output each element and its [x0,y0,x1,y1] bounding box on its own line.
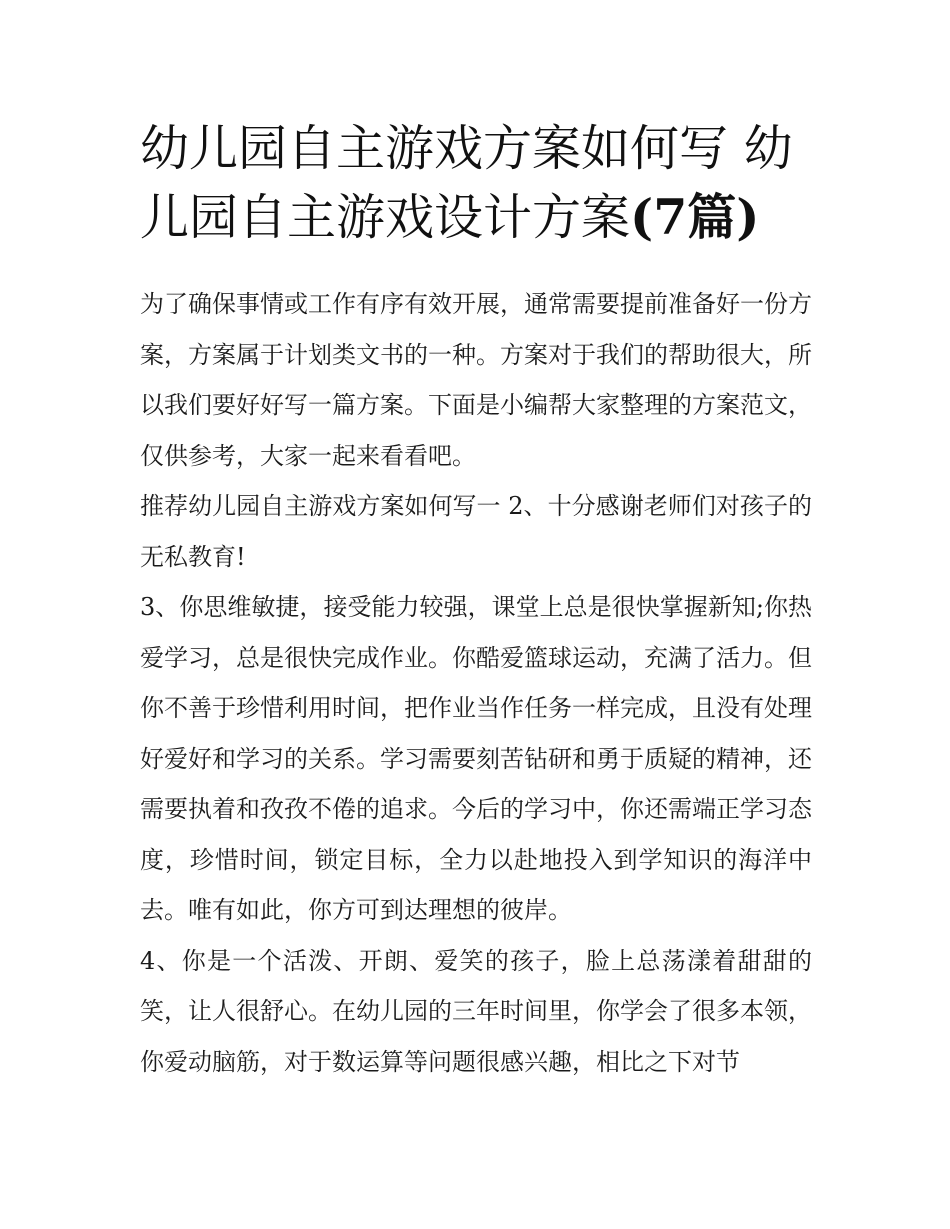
title-main-text: 幼儿园自主游戏方案如何写 幼儿园自主游戏设计方案 [140,120,793,246]
paragraph-recommend: 推荐幼儿园自主游戏方案如何写一 2、十分感谢老师们对孩子的无私教育! [140,492,812,571]
document-body [140,114,812,1087]
title-suffix-text: (7篇) [630,188,760,246]
document-title [140,114,812,252]
paragraph-intro: 为了确保事情或工作有序有效开展，通常需要提前准备好一份方案，方案属于计划类文书的一种。方案对于我们的帮助很大，所以我们要好好写一篇方案。下面是小编帮大家整理的方案范文，仅供参考，大家一起来看看吧。 [140,290,812,470]
paragraph-item-4: 4、你是一个活泼、开朗、爱笑的孩子，脸上总荡漾着甜甜的笑，让人很舒心。在幼儿园的三年时间里，你学会了很多本领，你爱动脑筋，对于数运算等问题很感兴趣，相比之下对节 [140,946,812,1076]
paragraph-item-3: 3、你思维敏捷，接受能力较强，课堂上总是很快掌握新知;你热爱学习，总是很快完成作业。你酷爱篮球运动，充满了活力。但你不善于珍惜利用时间，把作业当作任务一样完成，且没有处理好爱好和学习的关系。学习需要刻苦钻研和勇于质疑的精神，还需要执着和孜孜不倦的追求。今后的学习中，你还需端正学习态度，珍惜时间，锁定目标，全力以赴地投入到学知识的海洋中去。唯有如此，你方可到达理想的彼岸。 [140,593,812,924]
